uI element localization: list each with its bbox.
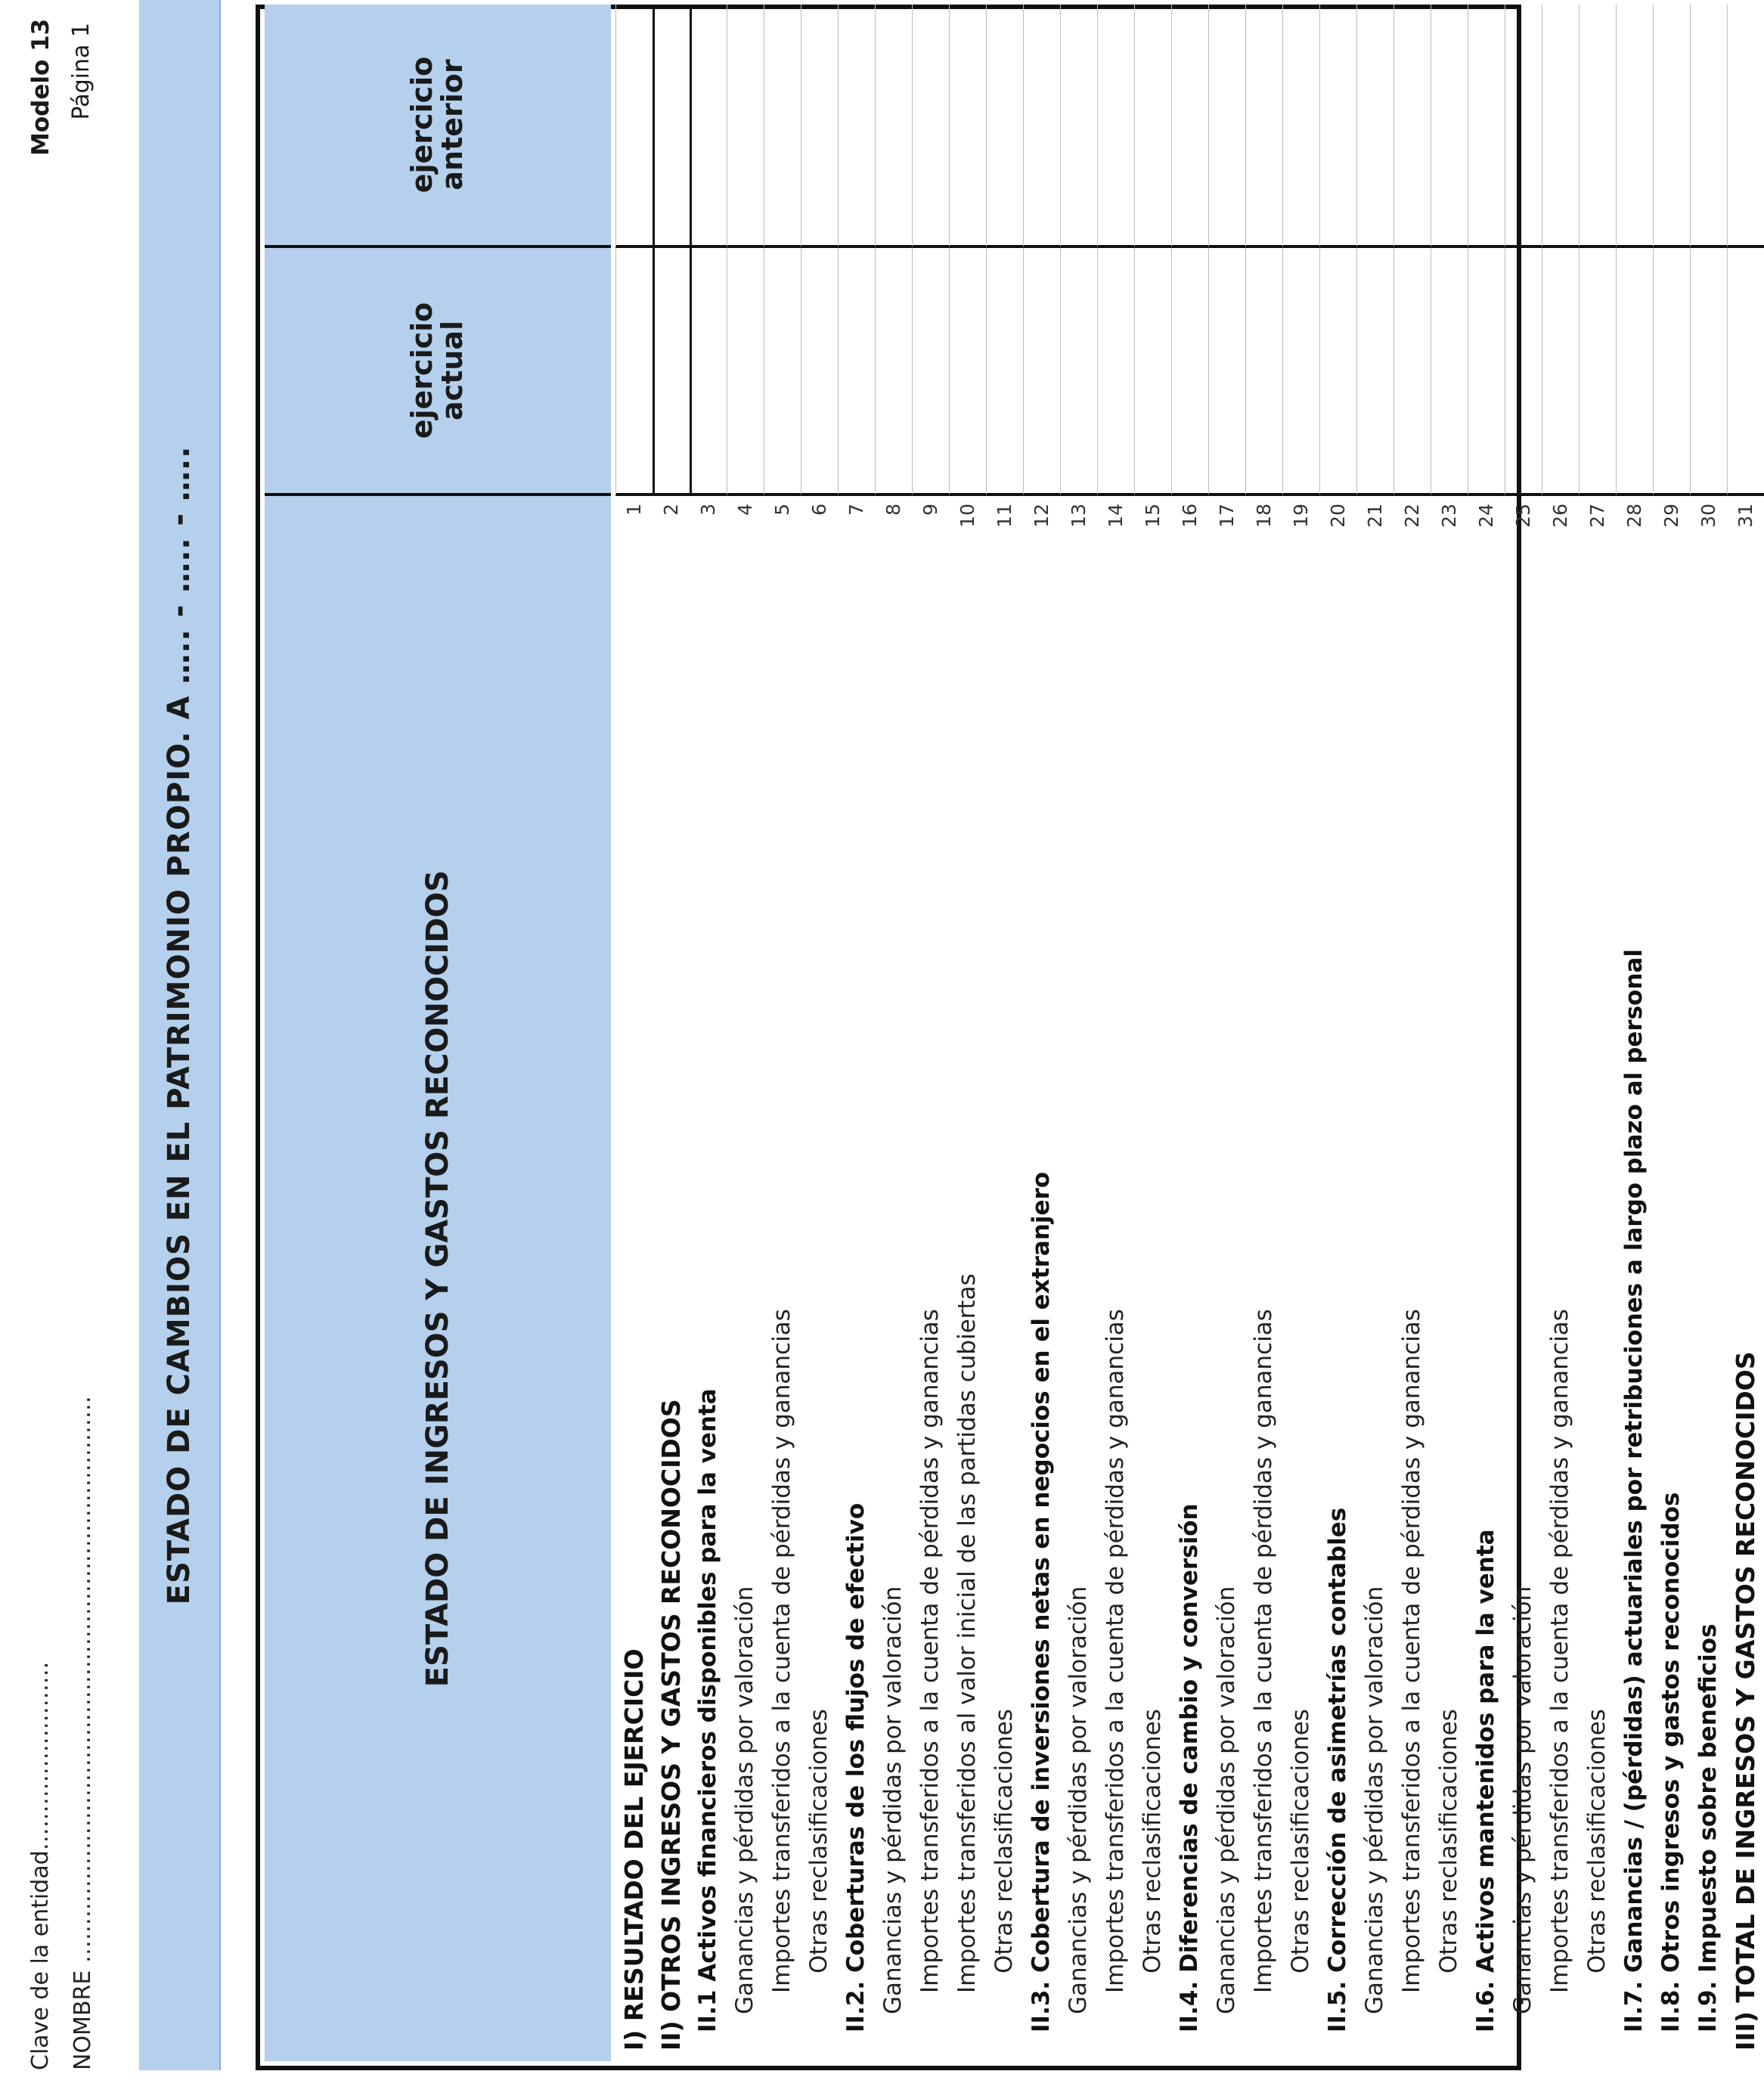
ejercicio-anterior-input-cell[interactable]	[1097, 5, 1134, 248]
ejercicio-anterior-input-cell[interactable]	[1060, 5, 1097, 248]
row-number: 30	[1697, 504, 1719, 528]
table-row	[1171, 5, 1208, 2061]
row-number: 21	[1364, 504, 1386, 528]
row-number: 2	[660, 504, 682, 516]
ejercicio-anterior-input-cell[interactable]	[764, 5, 801, 248]
table-row	[1505, 5, 1542, 2061]
ejercicio-actual-input-cell[interactable]	[1653, 248, 1690, 496]
row-number: 6	[808, 504, 830, 516]
table-row	[727, 5, 764, 2061]
table-row	[1060, 5, 1097, 2061]
table-row	[1690, 5, 1727, 2061]
page-title: ESTADO DE CAMBIOS EN EL PATRIMONIO PROPIO. A ….. - ….. - …..	[162, 445, 197, 1605]
table-row	[1542, 5, 1579, 2061]
row-number: 22	[1401, 504, 1423, 528]
table-row	[1023, 5, 1060, 2061]
table-row	[1616, 5, 1653, 2061]
ejercicio-actual-input-cell[interactable]	[1505, 248, 1542, 496]
ejercicio-anterior-header-line1: ejercicio	[405, 56, 439, 194]
row-label: Importes transferidos al valor inicial de las partidas cubiertas	[953, 1273, 981, 1993]
ejercicio-actual-input-cell[interactable]	[1690, 248, 1727, 496]
row-number: 26	[1549, 504, 1571, 528]
ejercicio-actual-input-cell[interactable]	[912, 248, 949, 496]
row-label: Otras reclasificaciones	[1583, 1709, 1611, 1973]
row-label: II.3. Cobertura de inversiones netas en negocios en el extranjero	[1028, 1171, 1055, 2032]
table-row	[1653, 5, 1690, 2061]
ejercicio-anterior-input-cell[interactable]	[1394, 5, 1431, 248]
row-number: 9	[919, 504, 941, 516]
table-row	[690, 5, 727, 2061]
row-label: II.8. Otros ingresos y gastos reconocidos	[1657, 1492, 1685, 2032]
ejercicio-actual-input-cell[interactable]	[1134, 248, 1171, 496]
ejercicio-actual-input-cell[interactable]	[653, 248, 690, 496]
table-row	[1579, 5, 1616, 2061]
ejercicio-anterior-input-cell[interactable]	[1542, 5, 1579, 248]
row-label: Importes transferidos a la cuenta de pérdidas y ganancias	[1398, 1309, 1425, 1993]
ejercicio-anterior-input-cell[interactable]	[1468, 5, 1505, 248]
row-number: 8	[882, 504, 904, 516]
ejercicio-anterior-input-cell[interactable]	[615, 5, 653, 248]
row-label: I) RESULTADO DEL EJERCICIO	[619, 1648, 649, 2051]
table-row	[986, 5, 1023, 2061]
row-number: 18	[1253, 504, 1275, 528]
row-number: 7	[845, 504, 867, 516]
ejercicio-actual-header	[265, 248, 611, 496]
row-number: 24	[1475, 504, 1497, 528]
table-row	[838, 5, 875, 2061]
ejercicio-actual-input-cell[interactable]	[1023, 248, 1060, 496]
table-row	[653, 5, 690, 2061]
row-label: II.1 Activos financieros disponibles para la venta	[694, 1388, 721, 2032]
table-row	[1431, 5, 1468, 2061]
income-expense-table	[256, 5, 1760, 2070]
row-number: 28	[1623, 504, 1645, 528]
ejercicio-actual-input-cell[interactable]	[1579, 248, 1616, 496]
ejercicio-anterior-input-cell[interactable]	[1356, 5, 1394, 248]
table-row	[1727, 5, 1764, 2061]
row-label: II.7. Ganancias / (pérdidas) actuariales por retribuciones a largo plazo al personal	[1620, 949, 1648, 2032]
ejercicio-anterior-input-cell[interactable]	[1653, 5, 1690, 248]
ejercicio-anterior-input-cell[interactable]	[949, 5, 986, 248]
row-label: Ganancias y pérdidas por valoración	[1065, 1586, 1092, 2014]
row-label: II.6. Activos mantenidos para la venta	[1472, 1529, 1499, 2032]
ejercicio-anterior-input-cell[interactable]	[1690, 5, 1727, 248]
row-number: 16	[1179, 504, 1201, 528]
ejercicio-anterior-input-cell[interactable]	[1727, 5, 1764, 248]
ejercicio-actual-input-cell[interactable]	[727, 248, 764, 496]
ejercicio-actual-input-cell[interactable]	[838, 248, 875, 496]
ejercicio-anterior-input-cell[interactable]	[1431, 5, 1468, 248]
ejercicio-actual-input-cell[interactable]	[1208, 248, 1245, 496]
ejercicio-actual-input-cell[interactable]	[1097, 248, 1134, 496]
table-row	[949, 5, 986, 2061]
row-number: 29	[1660, 504, 1682, 528]
table-row	[875, 5, 912, 2061]
ejercicio-anterior-input-cell[interactable]	[1245, 5, 1282, 248]
row-label: Otras reclasificaciones	[1435, 1709, 1462, 1973]
row-label: Importes transferidos a la cuenta de pérdidas y ganancias	[916, 1309, 944, 1993]
row-number: 19	[1290, 504, 1312, 528]
ejercicio-actual-input-cell[interactable]	[1060, 248, 1097, 496]
row-label: Importes transferidos a la cuenta de pérdidas y ganancias	[1102, 1309, 1129, 1993]
table-row	[1245, 5, 1282, 2061]
ejercicio-anterior-input-cell[interactable]	[1319, 5, 1356, 248]
row-label: Ganancias y pérdidas por valoración	[1361, 1586, 1388, 2014]
ejercicio-anterior-input-cell[interactable]	[1579, 5, 1616, 248]
row-number: 15	[1142, 504, 1164, 528]
row-label: II.5. Corrección de asimetrías contables	[1324, 1507, 1351, 2032]
ejercicio-actual-input-cell[interactable]	[949, 248, 986, 496]
row-label: Ganancias y pérdidas por valoración	[1509, 1586, 1536, 2014]
row-number: 10	[956, 504, 978, 528]
ejercicio-actual-input-cell[interactable]	[1727, 248, 1764, 496]
ejercicio-anterior-input-cell[interactable]	[1616, 5, 1653, 248]
ejercicio-anterior-input-cell[interactable]	[1171, 5, 1208, 248]
ejercicio-actual-input-cell[interactable]	[1542, 248, 1579, 496]
ejercicio-actual-input-cell[interactable]	[1468, 248, 1505, 496]
row-number: 3	[697, 504, 719, 516]
nombre-label: NOMBRE …………………………………………………………………	[70, 1396, 96, 2070]
ejercicio-anterior-input-cell[interactable]	[690, 5, 727, 248]
ejercicio-anterior-input-cell[interactable]	[1134, 5, 1171, 248]
row-number: 31	[1735, 504, 1756, 528]
table-row	[1468, 5, 1505, 2061]
ejercicio-actual-input-cell[interactable]	[1282, 248, 1319, 496]
row-label: Otras reclasificaciones	[991, 1709, 1018, 1973]
ejercicio-actual-input-cell[interactable]	[1394, 248, 1431, 496]
ejercicio-actual-input-cell[interactable]	[1616, 248, 1653, 496]
table-row	[801, 5, 838, 2061]
ejercicio-anterior-input-cell[interactable]	[1505, 5, 1542, 248]
table-row	[912, 5, 949, 2061]
ejercicio-anterior-input-cell[interactable]	[727, 5, 764, 248]
modelo-number: Modelo 13	[27, 18, 54, 156]
ejercicio-anterior-header-line2: anterior	[436, 59, 469, 191]
clave-entidad-label: Clave de la entidad…………………….	[27, 1661, 54, 2070]
row-number: 12	[1031, 504, 1053, 528]
ejercicio-actual-input-cell[interactable]	[1356, 248, 1394, 496]
ejercicio-anterior-input-cell[interactable]	[801, 5, 838, 248]
table-row	[1134, 5, 1171, 2061]
row-label: Importes transferidos a la cuenta de pérdidas y ganancias	[1250, 1309, 1277, 1993]
ejercicio-actual-input-cell[interactable]	[986, 248, 1023, 496]
ejercicio-anterior-header	[265, 5, 611, 248]
ejercicio-actual-header-line2: actual	[436, 320, 469, 421]
row-number: 20	[1327, 504, 1349, 528]
ejercicio-actual-input-cell[interactable]	[615, 248, 653, 496]
table-row	[1282, 5, 1319, 2061]
row-label: II.9. Impuesto sobre beneficios	[1694, 1623, 1722, 2032]
table-row	[1319, 5, 1356, 2061]
ejercicio-actual-input-cell[interactable]	[690, 248, 727, 496]
table-row	[1208, 5, 1245, 2061]
row-number: 25	[1512, 504, 1534, 528]
row-number: 27	[1586, 504, 1608, 528]
row-label: Ganancias y pérdidas por valoración	[731, 1586, 758, 2014]
ejercicio-actual-input-cell[interactable]	[764, 248, 801, 496]
row-number: 5	[771, 504, 793, 516]
row-label: Otras reclasificaciones	[1139, 1709, 1166, 1973]
ejercicio-actual-input-cell[interactable]	[1431, 248, 1468, 496]
ejercicio-actual-input-cell[interactable]	[1171, 248, 1208, 496]
row-number: 17	[1216, 504, 1238, 528]
row-number: 23	[1438, 504, 1460, 528]
ejercicio-actual-input-cell[interactable]	[1319, 248, 1356, 496]
row-label: II.4. Diferencias de cambio y conversión	[1176, 1503, 1203, 2032]
row-label: II.2. Coberturas de los flujos de efectivo	[842, 1502, 870, 2032]
concept-column-header: ESTADO DE INGRESOS Y GASTOS RECONOCIDOS	[265, 496, 611, 2061]
ejercicio-anterior-input-cell[interactable]	[875, 5, 912, 248]
row-label: Otras reclasificaciones	[805, 1709, 832, 1973]
row-label: Ganancias y pérdidas por valoración	[879, 1586, 907, 2014]
row-label: Otras reclasificaciones	[1287, 1709, 1314, 1973]
ejercicio-actual-header-line1: ejercicio	[405, 302, 439, 439]
row-label: II) OTROS INGRESOS Y GASTOS RECONOCIDOS	[656, 1399, 686, 2051]
ejercicio-anterior-input-cell[interactable]	[1208, 5, 1245, 248]
row-label: Importes transferidos a la cuenta de pérdidas y ganancias	[768, 1309, 795, 1993]
table-row	[1356, 5, 1394, 2061]
ejercicio-anterior-input-cell[interactable]	[912, 5, 949, 248]
table-row	[1394, 5, 1431, 2061]
row-number: 4	[734, 504, 756, 516]
title-band	[139, 0, 221, 2070]
ejercicio-anterior-input-cell[interactable]	[1282, 5, 1319, 248]
table-row	[615, 5, 653, 2061]
ejercicio-anterior-input-cell[interactable]	[653, 5, 690, 248]
row-label: Ganancias y pérdidas por valoración	[1213, 1586, 1240, 2014]
ejercicio-anterior-input-cell[interactable]	[838, 5, 875, 248]
row-number: 13	[1068, 504, 1090, 528]
row-number: 11	[994, 504, 1015, 528]
ejercicio-actual-input-cell[interactable]	[875, 248, 912, 496]
row-number: 14	[1105, 504, 1127, 528]
ejercicio-anterior-input-cell[interactable]	[1023, 5, 1060, 248]
ejercicio-actual-input-cell[interactable]	[801, 248, 838, 496]
ejercicio-actual-input-cell[interactable]	[1245, 248, 1282, 496]
ejercicio-anterior-input-cell[interactable]	[986, 5, 1023, 248]
row-number: 1	[623, 504, 645, 516]
row-label: III) TOTAL DE INGRESOS Y GASTOS RECONOCIDOS	[1731, 1351, 1760, 2051]
table-row	[1097, 5, 1134, 2061]
table-row	[764, 5, 801, 2061]
row-label: Importes transferidos a la cuenta de pérdidas y ganancias	[1546, 1309, 1573, 1993]
page-number: Página 1	[68, 23, 95, 120]
